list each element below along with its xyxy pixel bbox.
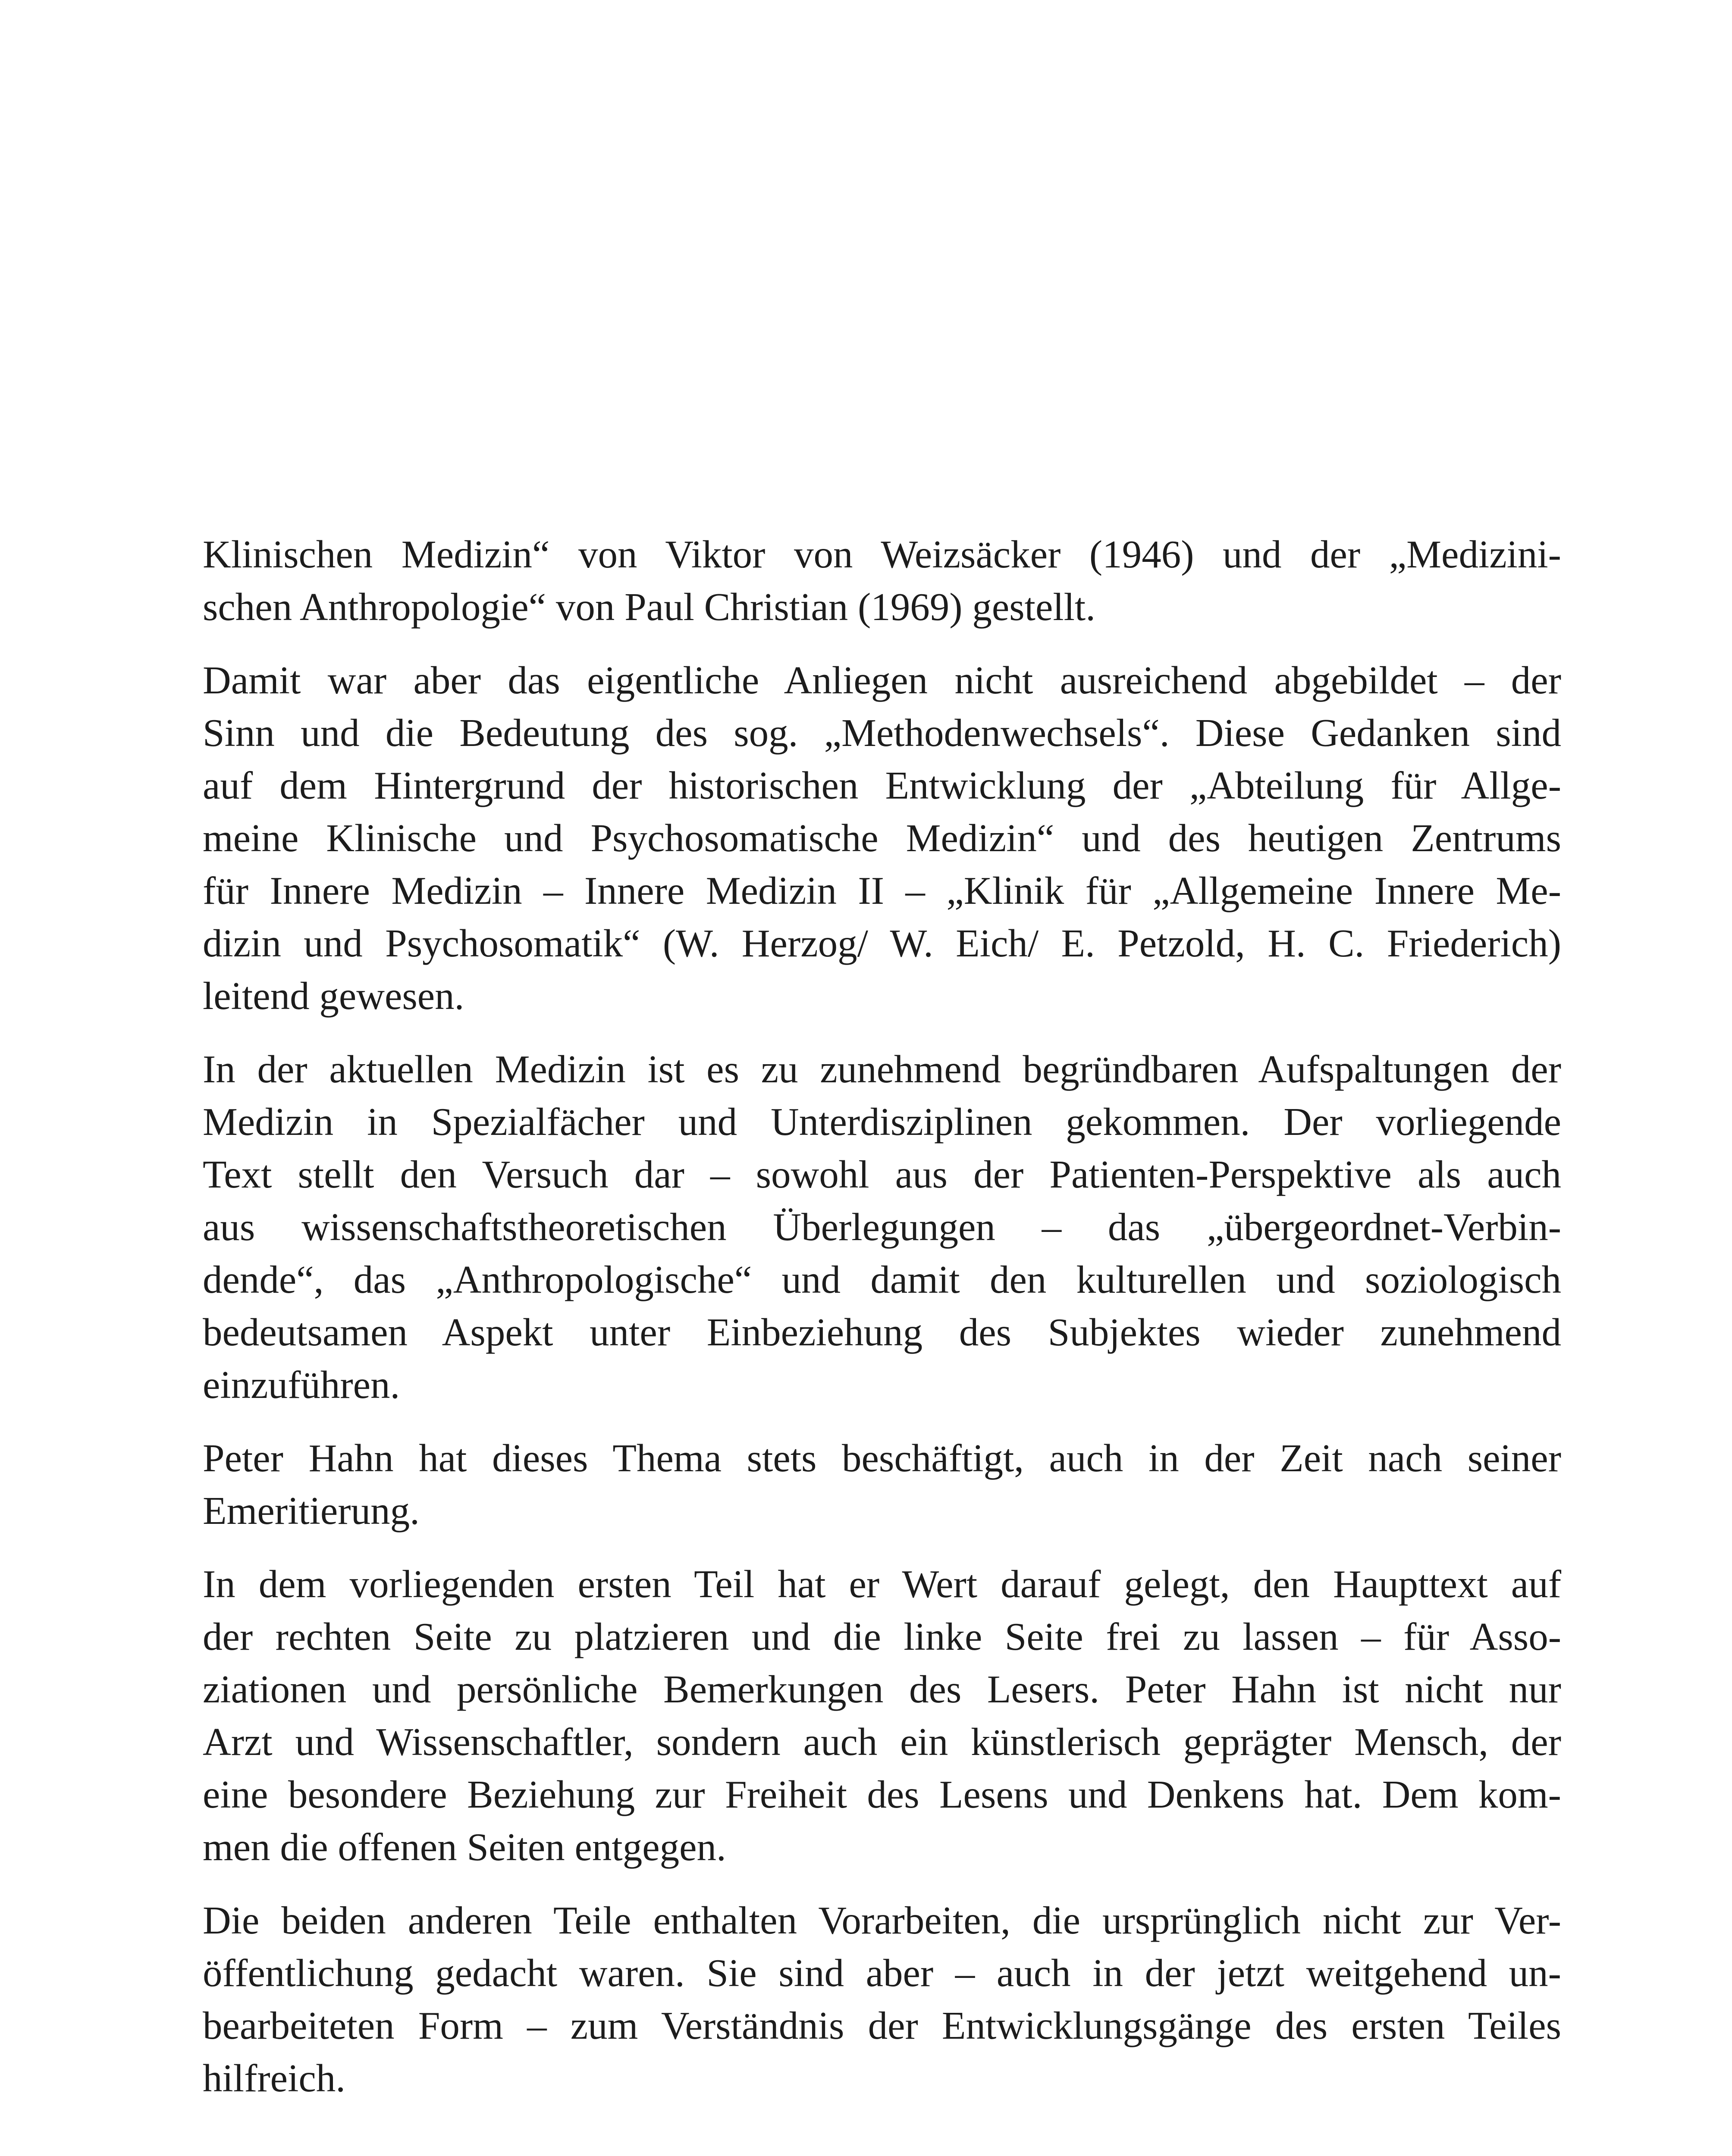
- text-line: Die beiden anderen Teile enthalten Vorarbeiten, die ursprünglich nicht zur Ver-: [203, 1899, 1561, 1942]
- text-line: Emeritierung.: [203, 1489, 420, 1532]
- text-line: ziationen und persönliche Bemerkungen des Lesers. Peter Hahn ist nicht nur: [203, 1667, 1561, 1711]
- text-line: hilfreich.: [203, 2056, 345, 2100]
- text-line: Arzt und Wissenschaftler, sondern auch ein künstlerisch geprägter Mensch, der: [203, 1720, 1561, 1764]
- text-line: Text stellt den Versuch dar – sowohl aus der Patienten-Perspektive als auch: [203, 1153, 1561, 1196]
- paragraph-5: [203, 1558, 1561, 1874]
- text-line: leitend gewesen.: [203, 974, 464, 1018]
- paragraph-1: [203, 528, 1561, 633]
- text-line: auf dem Hintergrund der historischen Entwicklung der „Abteilung für Allge-: [203, 764, 1561, 807]
- text-line: aus wissenschaftstheoretischen Überlegungen – das „übergeordnet-Verbin-: [203, 1205, 1561, 1249]
- paragraph-6: [203, 1894, 1561, 2105]
- text-line: eine besondere Beziehung zur Freiheit des Lesens und Denkens hat. Dem kom-: [203, 1773, 1561, 1816]
- text-line: Peter Hahn hat dieses Thema stets beschäftigt, auch in der Zeit nach seiner: [203, 1436, 1561, 1480]
- text-line: men die offenen Seiten entgegen.: [203, 1825, 726, 1869]
- text-line: bedeutsamen Aspekt unter Einbeziehung des Subjektes wieder zunehmend: [203, 1310, 1561, 1354]
- paragraph-3: [203, 1043, 1561, 1411]
- text-line: dende“, das „Anthropologische“ und damit den kulturellen und soziologisch: [203, 1258, 1561, 1301]
- text-line: für Innere Medizin – Innere Medizin II – „Klinik für „Allgemeine Innere Me-: [203, 869, 1561, 912]
- text-line: Sinn und die Bedeutung des sog. „Methodenwechsels“. Diese Gedanken sind: [203, 711, 1561, 755]
- text-line: dizin und Psychosomatik“ (W. Herzog/ W. Eich/ E. Petzold, H. C. Friederich): [203, 921, 1561, 965]
- text-line: Klinischen Medizin“ von Viktor von Weizsäcker (1946) und der „Medizini-: [203, 533, 1561, 576]
- text-line: bearbeiteten Form – zum Verständnis der Entwicklungsgänge des ersten Teiles: [203, 2004, 1561, 2047]
- text-line: In der aktuellen Medizin ist es zu zunehmend begründbaren Aufspaltungen der: [203, 1047, 1561, 1091]
- text-line: Medizin in Spezialfächer und Unterdisziplinen gekommen. Der vorliegende: [203, 1100, 1561, 1144]
- text-line: Damit war aber das eigentliche Anliegen nicht ausreichend abgebildet – der: [203, 658, 1561, 702]
- text-line: schen Anthropologie“ von Paul Christian (1969) gestellt.: [203, 585, 1095, 629]
- text-line: einzuführen.: [203, 1363, 400, 1407]
- text-line: meine Klinische und Psychosomatische Medizin“ und des heutigen Zentrums: [203, 816, 1561, 860]
- paragraph-2: [203, 654, 1561, 1022]
- body-text: [203, 528, 1561, 2105]
- text-line: der rechten Seite zu platzieren und die linke Seite frei zu lassen – für Asso-: [203, 1615, 1561, 1658]
- text-line: In dem vorliegenden ersten Teil hat er Wert darauf gelegt, den Haupttext auf: [203, 1562, 1561, 1606]
- paragraph-4: [203, 1432, 1561, 1537]
- text-line: öffentlichung gedacht waren. Sie sind aber – auch in der jetzt weitgehend un-: [203, 1951, 1561, 1995]
